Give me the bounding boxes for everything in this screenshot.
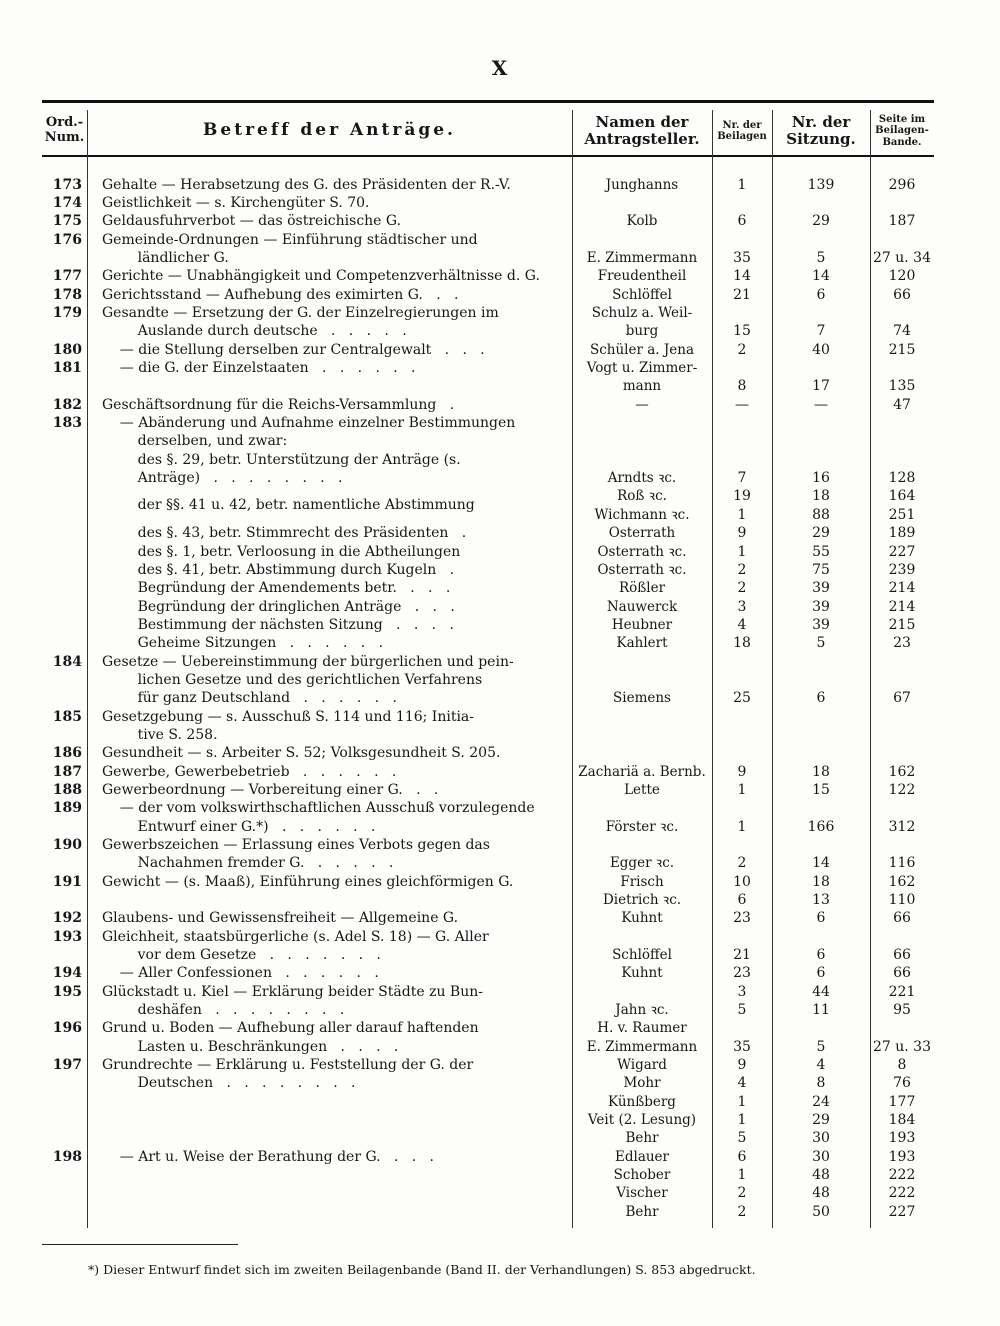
row-sitzung-number: 88 xyxy=(812,507,830,523)
row-subject: Gesundheit — s. Arbeiter S. 52; Volksgesundheit S. 205. xyxy=(102,745,501,761)
row-page-number: 110 xyxy=(888,892,916,908)
row-proposer: Wichmann ꝛc. xyxy=(594,507,690,523)
row-subject: — die Stellung derselben zur Centralgewalt . . . xyxy=(102,342,485,358)
row-beilage-number: 2 xyxy=(737,855,747,871)
row-number: 189 xyxy=(52,800,82,816)
row-beilage-number: 25 xyxy=(733,690,751,706)
row-page-number: 162 xyxy=(888,874,916,890)
row-beilage-number: 3 xyxy=(737,599,747,615)
row-page-number: 214 xyxy=(888,580,916,596)
row-subject: Gewerbszeichen — Erlassung eines Verbots gegen das xyxy=(102,837,490,853)
row-number: 192 xyxy=(52,910,82,926)
row-proposer: Schüler a. Jena xyxy=(589,342,695,358)
row-beilage-number: 19 xyxy=(733,488,751,504)
row-subject: Gehalte — Herabsetzung des G. des Präsidenten der R.-V. xyxy=(102,177,511,193)
row-page-number: 184 xyxy=(888,1112,916,1128)
table-top-rule xyxy=(42,100,934,103)
row-number: 176 xyxy=(52,232,82,248)
row-proposer: Wigard xyxy=(617,1057,667,1073)
row-subject: Gesetze — Uebereinstimmung der bürgerlichen und pein- xyxy=(102,654,514,670)
row-subject: — Abänderung und Aufnahme einzelner Bestimmungen xyxy=(102,415,516,431)
row-proposer: Edlauer xyxy=(615,1149,669,1165)
row-beilage-number: 4 xyxy=(737,1075,747,1091)
row-subject: — die G. der Einzelstaaten . . . . . . xyxy=(102,360,416,376)
row-sitzung-number: 55 xyxy=(812,544,830,560)
row-beilage-number: 2 xyxy=(737,342,747,358)
row-subject: Grund u. Boden — Aufhebung aller darauf haftenden xyxy=(102,1020,479,1036)
row-sitzung-number: 13 xyxy=(812,892,830,908)
row-proposer: Kuhnt xyxy=(621,965,663,981)
row-beilage-number: 1 xyxy=(737,1167,747,1183)
row-beilage-number: 6 xyxy=(737,892,747,908)
row-page-number: 66 xyxy=(893,910,911,926)
row-sitzung-number: 17 xyxy=(812,378,830,394)
row-beilage-number: 2 xyxy=(737,1204,747,1220)
row-page-number: 296 xyxy=(888,177,916,193)
row-proposer: H. v. Raumer xyxy=(597,1020,687,1036)
row-subject: Auslande durch deutsche . . . . . xyxy=(102,323,407,339)
row-page-number: 95 xyxy=(893,1002,911,1018)
row-sitzung-number: 8 xyxy=(816,1075,826,1091)
row-beilage-number: 9 xyxy=(737,525,747,541)
row-sitzung-number: 14 xyxy=(812,855,830,871)
row-proposer: Behr xyxy=(625,1130,659,1146)
row-page-number: 193 xyxy=(888,1130,916,1146)
row-page-number: 135 xyxy=(888,378,916,394)
row-sitzung-number: 15 xyxy=(812,782,830,798)
row-beilage-number: 1 xyxy=(737,544,747,560)
row-sitzung-number: 6 xyxy=(816,690,826,706)
row-sitzung-number: 29 xyxy=(812,1112,830,1128)
row-subject: des §. 29, betr. Unterstützung der Anträge (s. xyxy=(102,452,461,468)
row-sitzung-number: 5 xyxy=(816,635,826,651)
row-number: 191 xyxy=(52,874,82,890)
row-proposer: Egger ꝛc. xyxy=(609,855,675,871)
row-number: 190 xyxy=(52,837,82,853)
row-page-number: 162 xyxy=(888,764,916,780)
column-divider xyxy=(87,110,88,1228)
header-namen: Namen der Antragsteller. xyxy=(584,112,700,148)
row-subject: Gesandte — Ersetzung der G. der Einzelregierungen im xyxy=(102,305,499,321)
row-subject: Lasten u. Beschränkungen . . . . xyxy=(102,1039,399,1055)
row-page-number: 47 xyxy=(893,397,911,413)
row-proposer: Vogt u. Zimmer- xyxy=(586,360,698,376)
row-sitzung-number: 39 xyxy=(812,599,830,615)
header-betreff: Betreff der Anträge. xyxy=(203,120,456,141)
row-beilage-number: 4 xyxy=(737,617,747,633)
row-subject: Gemeinde-Ordnungen — Einführung städtischer und xyxy=(102,232,478,248)
row-number: 174 xyxy=(52,195,82,211)
row-page-number: 251 xyxy=(888,507,916,523)
row-sitzung-number: 18 xyxy=(812,764,830,780)
row-sitzung-number: 6 xyxy=(816,965,826,981)
row-beilage-number: 1 xyxy=(737,1094,747,1110)
row-proposer: Junghanns xyxy=(605,177,679,193)
row-subject: für ganz Deutschland . . . . . . xyxy=(102,690,397,706)
header-beilagen: Nr. der Beilagen xyxy=(717,119,767,142)
row-number: 173 xyxy=(52,177,82,193)
footnote: *) Dieser Entwurf findet sich im zweiten Beilagenbande (Band II. der Verhandlungen) S. 853 abgedruckt. xyxy=(88,1262,756,1277)
row-subject: Gerichtsstand — Aufhebung des eximirten G. . . xyxy=(102,287,459,303)
row-beilage-number: 21 xyxy=(733,947,751,963)
row-subject: deshäfen . . . . . . . . xyxy=(102,1002,345,1018)
row-subject: ländlicher G. xyxy=(102,250,229,266)
row-beilage-number: 6 xyxy=(737,1149,747,1165)
footnote-rule xyxy=(42,1244,238,1245)
row-sitzung-number: 39 xyxy=(812,580,830,596)
row-beilage-number: 15 xyxy=(733,323,751,339)
row-page-number: 222 xyxy=(888,1185,916,1201)
row-number: 185 xyxy=(52,709,82,725)
row-beilage-number: 9 xyxy=(737,764,747,780)
row-proposer: Kuhnt xyxy=(621,910,663,926)
row-sitzung-number: 29 xyxy=(812,525,830,541)
row-sitzung-number: 166 xyxy=(807,819,835,835)
row-page-number: 122 xyxy=(888,782,916,798)
row-page-number: 66 xyxy=(893,287,911,303)
row-beilage-number: 1 xyxy=(737,507,747,523)
row-page-number: 27 u. 34 xyxy=(873,250,931,266)
row-number: 182 xyxy=(52,397,82,413)
row-subject: Entwurf einer G.*) . . . . . . xyxy=(102,819,376,835)
row-proposer: Roß ꝛc. xyxy=(617,488,667,504)
row-page-number: 189 xyxy=(888,525,916,541)
row-beilage-number: 1 xyxy=(737,1112,747,1128)
row-sitzung-number: 11 xyxy=(812,1002,830,1018)
row-page-number: 128 xyxy=(888,470,916,486)
row-sitzung-number: 30 xyxy=(812,1130,830,1146)
row-proposer: Behr xyxy=(625,1204,659,1220)
row-number: 193 xyxy=(52,929,82,945)
row-sitzung-number: 139 xyxy=(807,177,835,193)
row-number: 177 xyxy=(52,268,82,284)
page-number: X xyxy=(491,56,509,80)
row-subject: Glückstadt u. Kiel — Erklärung beider Städte zu Bun- xyxy=(102,984,483,1000)
row-beilage-number: 35 xyxy=(733,250,751,266)
header-ord-num: Ord.- Num. xyxy=(44,115,85,145)
row-proposer: Kahlert xyxy=(616,635,668,651)
row-subject: Gewerbe, Gewerbebetrieb . . . . . . xyxy=(102,764,397,780)
row-proposer: Veit (2. Lesung) xyxy=(587,1112,697,1128)
row-subject: des §. 41, betr. Abstimmung durch Kugeln . xyxy=(102,562,455,578)
row-proposer: burg xyxy=(625,323,659,339)
row-proposer: Frisch xyxy=(620,874,664,890)
row-proposer: Kolb xyxy=(626,213,658,229)
row-number: 188 xyxy=(52,782,82,798)
row-page-number: 74 xyxy=(893,323,911,339)
row-beilage-number: 18 xyxy=(733,635,751,651)
row-proposer: — xyxy=(635,397,649,413)
row-proposer: E. Zimmermann xyxy=(586,1039,698,1055)
row-beilage-number: 7 xyxy=(737,470,747,486)
row-beilage-number: 8 xyxy=(737,378,747,394)
row-sitzung-number: 6 xyxy=(816,287,826,303)
row-sitzung-number: 29 xyxy=(812,213,830,229)
row-number: 180 xyxy=(52,342,82,358)
row-subject: Gewerbeordnung — Vorbereitung einer G. . . xyxy=(102,782,439,798)
row-subject: Gerichte — Unabhängigkeit und Competenzverhältnisse d. G. xyxy=(102,268,540,284)
row-page-number: 227 xyxy=(888,544,916,560)
row-sitzung-number: 75 xyxy=(812,562,830,578)
row-subject: — der vom volkswirthschaftlichen Ausschuß vorzulegende xyxy=(102,800,535,816)
row-page-number: 120 xyxy=(888,268,916,284)
row-beilage-number: 23 xyxy=(733,910,751,926)
row-subject: der §§. 41 u. 42, betr. namentliche Abstimmung xyxy=(102,497,475,513)
row-beilage-number: 2 xyxy=(737,580,747,596)
row-beilage-number: 5 xyxy=(737,1130,747,1146)
row-subject: Geldausfuhrverbot — das östreichische G. xyxy=(102,213,402,229)
row-page-number: 239 xyxy=(888,562,916,578)
row-sitzung-number: 30 xyxy=(812,1149,830,1165)
row-page-number: 76 xyxy=(893,1075,911,1091)
row-beilage-number: 10 xyxy=(733,874,751,890)
row-sitzung-number: 48 xyxy=(812,1167,830,1183)
row-page-number: 187 xyxy=(888,213,916,229)
row-proposer: Nauwerck xyxy=(606,599,678,615)
row-number: 197 xyxy=(52,1057,82,1073)
row-number: 184 xyxy=(52,654,82,670)
row-number: 186 xyxy=(52,745,82,761)
row-subject: Bestimmung der nächsten Sitzung . . . . xyxy=(102,617,454,633)
row-subject: lichen Gesetze und des gerichtlichen Verfahrens xyxy=(102,672,483,688)
row-beilage-number: 6 xyxy=(737,213,747,229)
row-sitzung-number: 16 xyxy=(812,470,830,486)
row-proposer: Freudentheil xyxy=(597,268,687,284)
row-sitzung-number: 50 xyxy=(812,1204,830,1220)
row-subject: Gleichheit, staatsbürgerliche (s. Adel S. 18) — G. Aller xyxy=(102,929,489,945)
row-page-number: 8 xyxy=(897,1057,907,1073)
row-proposer: Heubner xyxy=(611,617,673,633)
row-proposer: Siemens xyxy=(613,690,671,706)
row-beilage-number: 1 xyxy=(737,177,747,193)
row-sitzung-number: 6 xyxy=(816,947,826,963)
row-subject: Gesetzgebung — s. Ausschuß S. 114 und 116; Initia- xyxy=(102,709,475,725)
row-subject: des §. 1, betr. Verloosung in die Abtheilungen xyxy=(102,544,461,560)
row-beilage-number: 35 xyxy=(733,1039,751,1055)
row-beilage-number: 9 xyxy=(737,1057,747,1073)
row-beilage-number: 14 xyxy=(733,268,751,284)
row-proposer: Schober xyxy=(613,1167,671,1183)
row-beilage-number: — xyxy=(735,397,749,413)
row-proposer: Schlöffel xyxy=(612,287,672,303)
row-sitzung-number: 7 xyxy=(816,323,826,339)
row-subject: Nachahmen fremder G. . . . . . xyxy=(102,855,394,871)
header-sitzung: Nr. der Sitzung. xyxy=(786,112,856,148)
row-beilage-number: 2 xyxy=(737,562,747,578)
row-page-number: 66 xyxy=(893,965,911,981)
row-page-number: 23 xyxy=(893,635,911,651)
row-page-number: 227 xyxy=(888,1204,916,1220)
row-proposer: Zachariä a. Bernb. xyxy=(578,764,706,780)
row-sitzung-number: 18 xyxy=(812,874,830,890)
row-sitzung-number: 18 xyxy=(812,488,830,504)
row-number: 175 xyxy=(52,213,82,229)
row-proposer: Arndts ꝛc. xyxy=(607,470,677,486)
row-sitzung-number: 5 xyxy=(816,1039,826,1055)
row-proposer: Jahn ꝛc. xyxy=(615,1002,669,1018)
row-proposer: Osterrath ꝛc. xyxy=(597,544,687,560)
row-proposer: Osterrath xyxy=(608,525,676,541)
row-proposer: Dietrich ꝛc. xyxy=(602,892,682,908)
row-sitzung-number: 48 xyxy=(812,1185,830,1201)
row-number: 181 xyxy=(52,360,82,376)
row-beilage-number: 21 xyxy=(733,287,751,303)
row-subject: Begründung der dringlichen Anträge . . . xyxy=(102,599,455,615)
row-number: 179 xyxy=(52,305,82,321)
row-subject: des §. 43, betr. Stimmrecht des Präsidenten . xyxy=(102,525,467,541)
row-page-number: 27 u. 33 xyxy=(873,1039,931,1055)
row-sitzung-number: 6 xyxy=(816,910,826,926)
row-proposer: Vischer xyxy=(616,1185,668,1201)
row-page-number: 66 xyxy=(893,947,911,963)
row-subject: Grundrechte — Erklärung u. Feststellung der G. der xyxy=(102,1057,474,1073)
row-beilage-number: 23 xyxy=(733,965,751,981)
row-beilage-number: 5 xyxy=(737,1002,747,1018)
row-page-number: 312 xyxy=(888,819,916,835)
row-beilage-number: 1 xyxy=(737,782,747,798)
row-subject: Glaubens- und Gewissensfreiheit — Allgemeine G. xyxy=(102,910,459,926)
row-page-number: 215 xyxy=(888,617,916,633)
row-sitzung-number: 39 xyxy=(812,617,830,633)
row-sitzung-number: 40 xyxy=(812,342,830,358)
row-number: 194 xyxy=(52,965,82,981)
row-beilage-number: 2 xyxy=(737,1185,747,1201)
row-proposer: Mohr xyxy=(623,1075,661,1091)
row-subject: Gewicht — (s. Maaß), Einführung eines gleichförmigen G. xyxy=(102,874,514,890)
row-page-number: 221 xyxy=(888,984,916,1000)
row-subject: vor dem Gesetze . . . . . . . xyxy=(102,947,381,963)
row-subject: Geschäftsordnung für die Reichs-Versammlung . xyxy=(102,397,455,413)
row-page-number: 177 xyxy=(888,1094,916,1110)
row-proposer: E. Zimmermann xyxy=(586,250,698,266)
row-sitzung-number: 4 xyxy=(816,1057,826,1073)
row-subject: Geheime Sitzungen . . . . . . xyxy=(102,635,384,651)
row-sitzung-number: 24 xyxy=(812,1094,830,1110)
row-number: 198 xyxy=(52,1149,82,1165)
row-sitzung-number: 44 xyxy=(812,984,830,1000)
row-beilage-number: 3 xyxy=(737,984,747,1000)
row-sitzung-number: 5 xyxy=(816,250,826,266)
row-number: 183 xyxy=(52,415,82,431)
row-proposer: Schulz a. Weil- xyxy=(591,305,693,321)
row-subject: derselben, und zwar: xyxy=(102,433,288,449)
row-subject: tive S. 258. xyxy=(102,727,218,743)
row-proposer: Osterrath ꝛc. xyxy=(597,562,687,578)
row-proposer: mann xyxy=(622,378,662,394)
row-subject: Deutschen . . . . . . . . xyxy=(102,1075,356,1091)
row-proposer: Künßberg xyxy=(608,1094,676,1110)
row-page-number: 67 xyxy=(893,690,911,706)
row-page-number: 214 xyxy=(888,599,916,615)
header-seite: Seite im Beilagen- Bande. xyxy=(875,113,929,148)
row-subject: Begründung der Amendements betr. . . . xyxy=(102,580,451,596)
row-sitzung-number: 14 xyxy=(812,268,830,284)
row-page-number: 164 xyxy=(888,488,916,504)
row-proposer: Schlöffel xyxy=(612,947,672,963)
row-subject: — Art u. Weise der Berathung der G. . . . xyxy=(102,1149,434,1165)
row-proposer: Förster ꝛc. xyxy=(605,819,679,835)
row-sitzung-number: — xyxy=(814,397,828,413)
row-subject: Anträge) . . . . . . . . xyxy=(102,470,343,486)
row-number: 196 xyxy=(52,1020,82,1036)
row-page-number: 116 xyxy=(888,855,916,871)
row-page-number: 215 xyxy=(888,342,916,358)
row-subject: — Aller Confessionen . . . . . . xyxy=(102,965,379,981)
table-header-rule xyxy=(42,155,934,157)
row-page-number: 222 xyxy=(888,1167,916,1183)
row-number: 187 xyxy=(52,764,82,780)
row-subject: Geistlichkeit — s. Kirchengüter S. 70. xyxy=(102,195,370,211)
index-table xyxy=(42,100,934,1228)
row-proposer: Rößler xyxy=(618,580,666,596)
row-page-number: 193 xyxy=(888,1149,916,1165)
row-proposer: Lette xyxy=(624,782,660,798)
row-number: 195 xyxy=(52,984,82,1000)
row-beilage-number: 1 xyxy=(737,819,747,835)
row-number: 178 xyxy=(52,287,82,303)
